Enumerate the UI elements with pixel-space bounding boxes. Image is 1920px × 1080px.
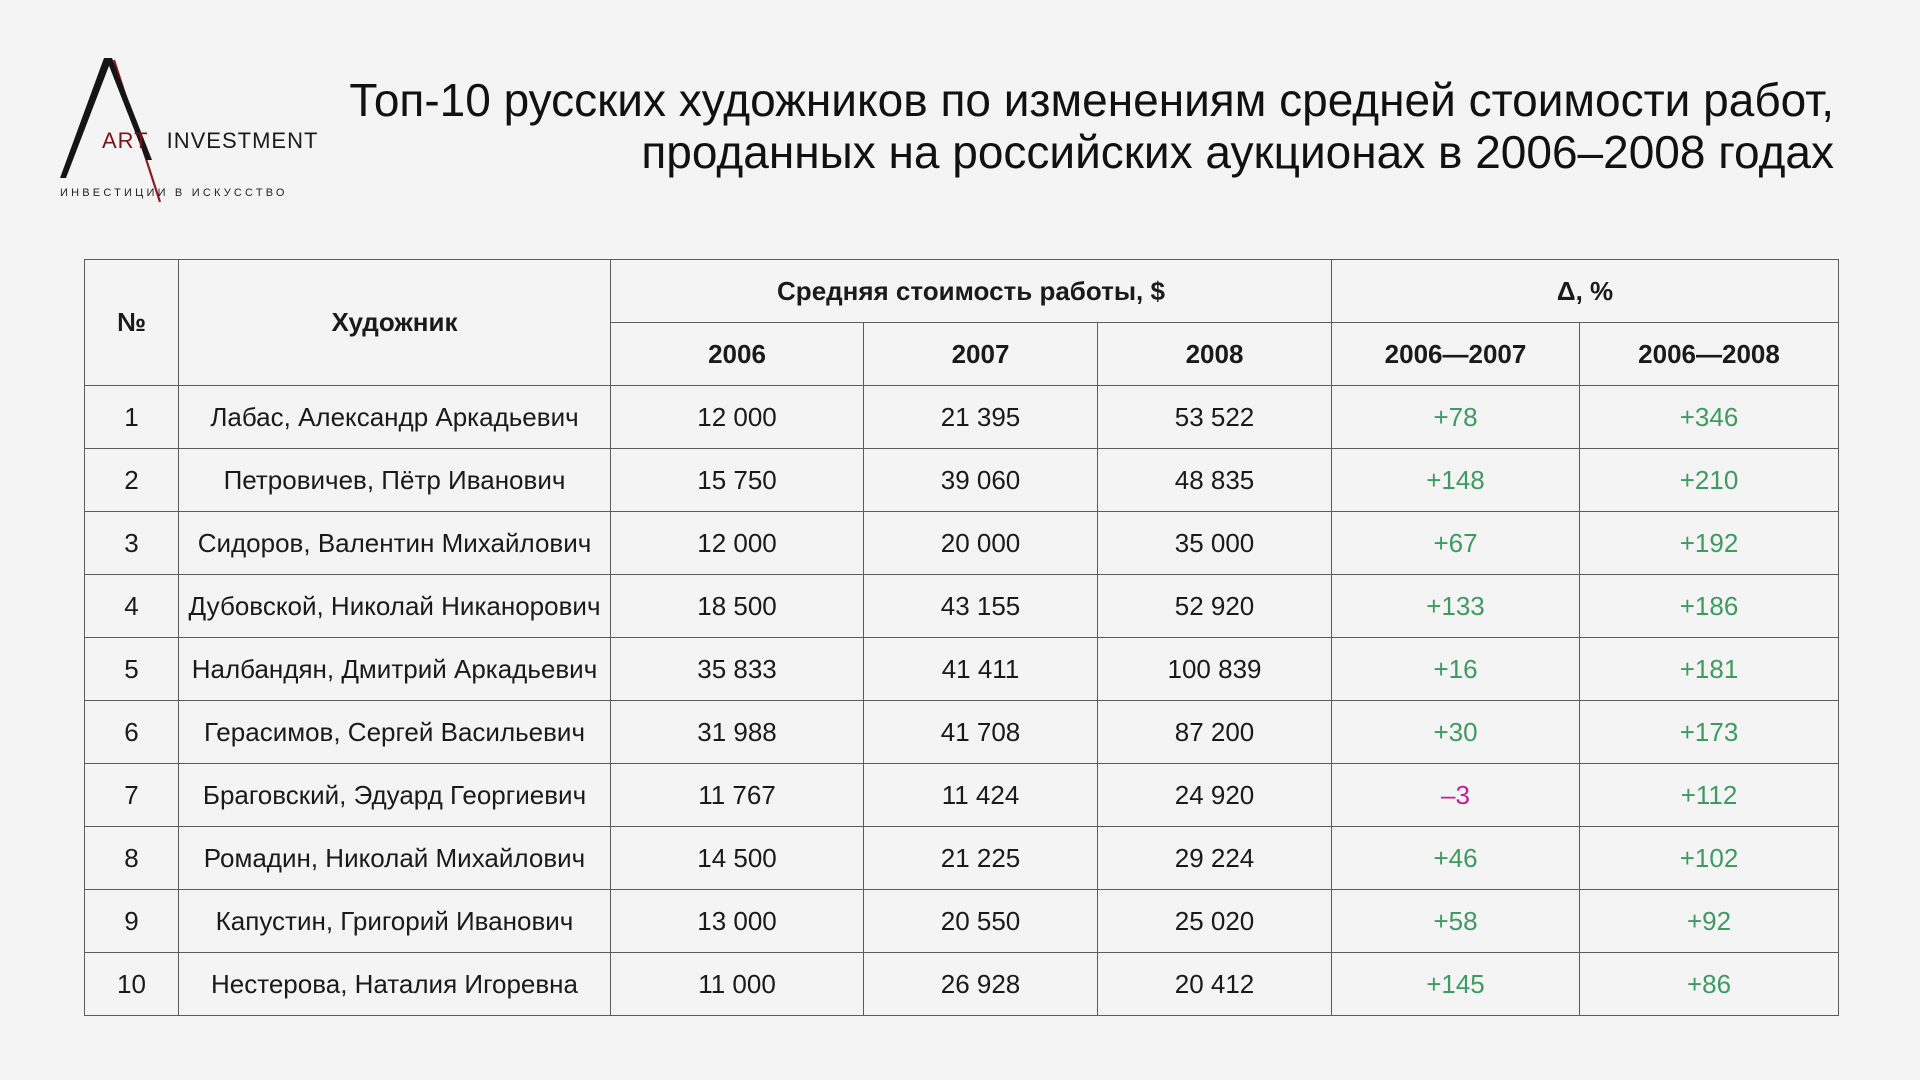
cell-price-2008: 100 839 bbox=[1098, 638, 1332, 701]
table-row bbox=[85, 575, 1839, 638]
cell-price-2007: 41 708 bbox=[864, 701, 1098, 764]
header-delta-2006-2007: 2006—2007 bbox=[1332, 323, 1580, 386]
cell-delta-2006-2007: +58 bbox=[1332, 890, 1580, 953]
logo-word-investment: INVESTMENT bbox=[166, 128, 319, 153]
cell-delta-2006-2007: +148 bbox=[1332, 449, 1580, 512]
cell-delta-2006-2008: +92 bbox=[1580, 890, 1839, 953]
cell-price-2006: 13 000 bbox=[611, 890, 864, 953]
logo-wordmark bbox=[102, 128, 318, 154]
cell-delta-2006-2008: +186 bbox=[1580, 575, 1839, 638]
cell-delta-2006-2007: +133 bbox=[1332, 575, 1580, 638]
cell-delta-2006-2007: +16 bbox=[1332, 638, 1580, 701]
table-row bbox=[85, 638, 1839, 701]
cell-artist: Налбандян, Дмитрий Аркадьевич bbox=[179, 638, 611, 701]
cell-delta-2006-2007: +78 bbox=[1332, 386, 1580, 449]
table-body bbox=[85, 386, 1839, 1016]
cell-price-2007: 11 424 bbox=[864, 764, 1098, 827]
table-row bbox=[85, 764, 1839, 827]
cell-num: 8 bbox=[85, 827, 179, 890]
header-2007: 2007 bbox=[864, 323, 1098, 386]
cell-price-2006: 15 750 bbox=[611, 449, 864, 512]
table-row bbox=[85, 386, 1839, 449]
cell-artist: Лабас, Александр Аркадьевич bbox=[179, 386, 611, 449]
table-row bbox=[85, 890, 1839, 953]
header-delta-2006-2008: 2006—2008 bbox=[1580, 323, 1839, 386]
cell-num: 4 bbox=[85, 575, 179, 638]
cell-delta-2006-2008: +181 bbox=[1580, 638, 1839, 701]
logo-word-art: ART bbox=[102, 128, 149, 153]
cell-price-2008: 48 835 bbox=[1098, 449, 1332, 512]
cell-artist: Браговский, Эдуард Георгиевич bbox=[179, 764, 611, 827]
cell-delta-2006-2008: +102 bbox=[1580, 827, 1839, 890]
cell-delta-2006-2008: +210 bbox=[1580, 449, 1839, 512]
cell-num: 3 bbox=[85, 512, 179, 575]
cell-delta-2006-2008: +173 bbox=[1580, 701, 1839, 764]
cell-price-2008: 52 920 bbox=[1098, 575, 1332, 638]
cell-price-2006: 14 500 bbox=[611, 827, 864, 890]
cell-price-2006: 31 988 bbox=[611, 701, 864, 764]
cell-price-2006: 11 767 bbox=[611, 764, 864, 827]
cell-delta-2006-2008: +86 bbox=[1580, 953, 1839, 1016]
table-row bbox=[85, 701, 1839, 764]
table-row bbox=[85, 953, 1839, 1016]
cell-price-2006: 12 000 bbox=[611, 512, 864, 575]
header-num: № bbox=[85, 260, 179, 386]
cell-price-2007: 21 225 bbox=[864, 827, 1098, 890]
cell-price-2007: 39 060 bbox=[864, 449, 1098, 512]
cell-num: 2 bbox=[85, 449, 179, 512]
table-row bbox=[85, 512, 1839, 575]
header-avg-price: Средняя стоимость работы, $ bbox=[611, 260, 1332, 323]
cell-artist: Нестерова, Наталия Игоревна bbox=[179, 953, 611, 1016]
cell-price-2007: 20 550 bbox=[864, 890, 1098, 953]
title-line-1: Топ-10 русских художников по изменениям средней стоимости работ, bbox=[349, 74, 1834, 126]
cell-num: 9 bbox=[85, 890, 179, 953]
cell-delta-2006-2008: +192 bbox=[1580, 512, 1839, 575]
header-artist: Художник bbox=[179, 260, 611, 386]
artists-table bbox=[84, 259, 1839, 1016]
cell-price-2007: 26 928 bbox=[864, 953, 1098, 1016]
logo-tagline: ИНВЕСТИЦИИ В ИСКУССТВО bbox=[60, 187, 288, 199]
cell-artist: Петровичев, Пётр Иванович bbox=[179, 449, 611, 512]
cell-price-2006: 35 833 bbox=[611, 638, 864, 701]
cell-num: 1 bbox=[85, 386, 179, 449]
cell-price-2008: 20 412 bbox=[1098, 953, 1332, 1016]
table-row bbox=[85, 827, 1839, 890]
cell-price-2007: 43 155 bbox=[864, 575, 1098, 638]
cell-artist: Дубовской, Николай Никанорович bbox=[179, 575, 611, 638]
cell-artist: Ромадин, Николай Михайлович bbox=[179, 827, 611, 890]
cell-price-2008: 25 020 bbox=[1098, 890, 1332, 953]
cell-price-2008: 87 200 bbox=[1098, 701, 1332, 764]
header-2008: 2008 bbox=[1098, 323, 1332, 386]
cell-price-2006: 12 000 bbox=[611, 386, 864, 449]
cell-price-2006: 18 500 bbox=[611, 575, 864, 638]
cell-artist: Сидоров, Валентин Михайлович bbox=[179, 512, 611, 575]
cell-price-2006: 11 000 bbox=[611, 953, 864, 1016]
cell-num: 7 bbox=[85, 764, 179, 827]
header-delta: Δ, % bbox=[1332, 260, 1839, 323]
cell-artist: Герасимов, Сергей Васильевич bbox=[179, 701, 611, 764]
cell-price-2007: 21 395 bbox=[864, 386, 1098, 449]
cell-price-2007: 41 411 bbox=[864, 638, 1098, 701]
cell-delta-2006-2007: +30 bbox=[1332, 701, 1580, 764]
art-investment-logo bbox=[56, 56, 326, 206]
page-title bbox=[314, 74, 1834, 178]
cell-price-2008: 24 920 bbox=[1098, 764, 1332, 827]
cell-delta-2006-2007: +67 bbox=[1332, 512, 1580, 575]
header-2006: 2006 bbox=[611, 323, 864, 386]
cell-delta-2006-2007: +145 bbox=[1332, 953, 1580, 1016]
cell-price-2008: 29 224 bbox=[1098, 827, 1332, 890]
cell-num: 10 bbox=[85, 953, 179, 1016]
cell-artist: Капустин, Григорий Иванович bbox=[179, 890, 611, 953]
cell-price-2007: 20 000 bbox=[864, 512, 1098, 575]
cell-price-2008: 53 522 bbox=[1098, 386, 1332, 449]
table-row bbox=[85, 449, 1839, 512]
title-line-2: проданных на российских аукционах в 2006–2008 годах bbox=[641, 126, 1834, 178]
cell-num: 5 bbox=[85, 638, 179, 701]
cell-num: 6 bbox=[85, 701, 179, 764]
cell-price-2008: 35 000 bbox=[1098, 512, 1332, 575]
table-head bbox=[85, 260, 1839, 386]
cell-delta-2006-2007: +46 bbox=[1332, 827, 1580, 890]
cell-delta-2006-2008: +346 bbox=[1580, 386, 1839, 449]
cell-delta-2006-2008: +112 bbox=[1580, 764, 1839, 827]
cell-delta-2006-2007: –3 bbox=[1332, 764, 1580, 827]
